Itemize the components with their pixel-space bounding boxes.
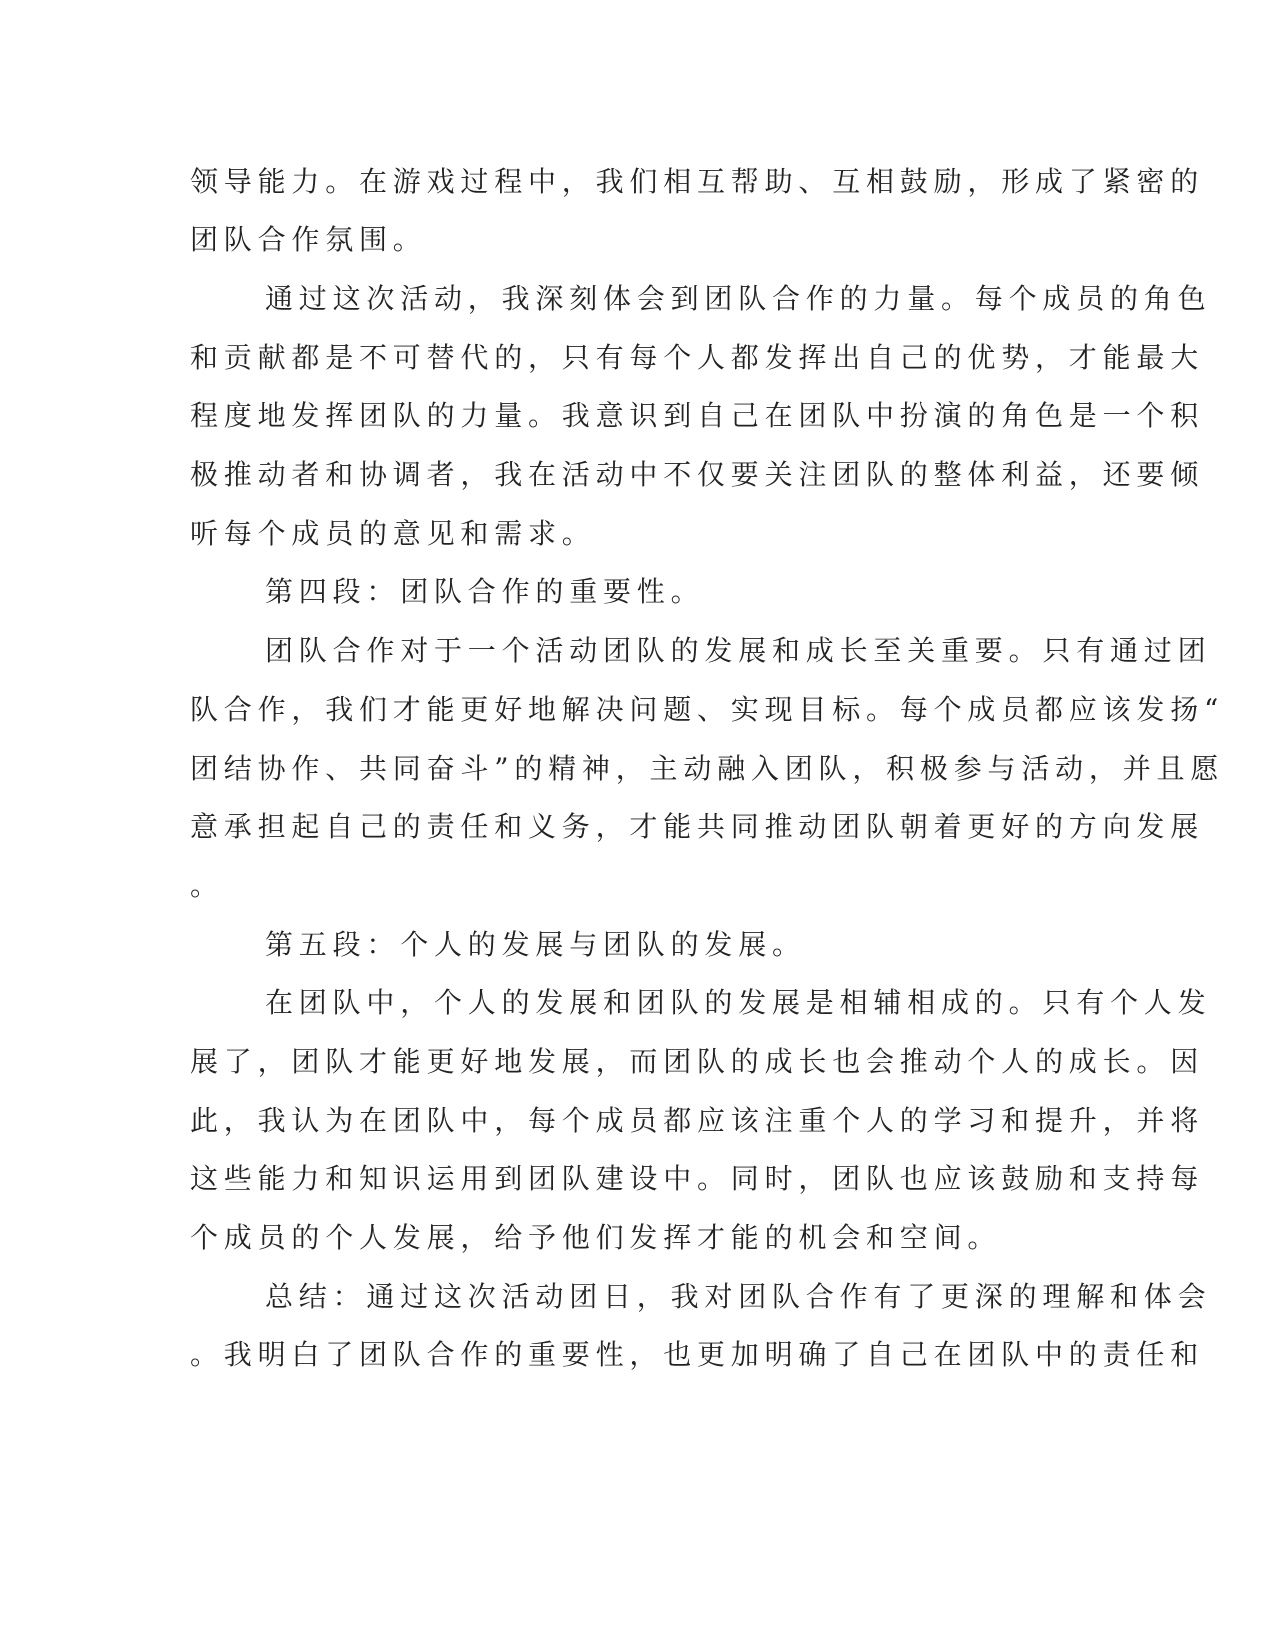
text-line: 这些能力和知识运用到团队建设中。同时，团队也应该鼓励和支持每 (190, 1162, 1205, 1195)
paragraph-first-line: 通过这次活动，我深刻体会到团队合作的力量。每个成员的角色 (265, 282, 1212, 315)
text-line: 。 (190, 869, 224, 902)
text-line: 程度地发挥团队的力量。我意识到自己在团队中扮演的角色是一个积 (190, 399, 1205, 432)
text-line: 展了，团队才能更好地发展，而团队的成长也会推动个人的成长。因 (190, 1045, 1205, 1078)
text-line: 队合作，我们才能更好地解决问题、实现目标。每个成员都应该发扬“ (190, 693, 1225, 726)
text-line: 和贡献都是不可替代的，只有每个人都发挥出自己的优势，才能最大 (190, 341, 1205, 374)
text-line: 极推动者和协调者，我在活动中不仅要关注团队的整体利益，还要倾 (190, 458, 1205, 491)
text-line: 团结协作、共同奋斗”的精神，主动融入团队，积极参与活动，并且愿 (190, 752, 1225, 785)
text-line: 领导能力。在游戏过程中，我们相互帮助、互相鼓励，形成了紧密的 (190, 165, 1205, 198)
text-line: 团队合作氛围。 (190, 223, 427, 256)
section-heading: 第四段：团队合作的重要性。 (265, 575, 705, 608)
paragraph-first-line: 团队合作对于一个活动团队的发展和成长至关重要。只有通过团 (265, 634, 1212, 667)
text-line: 意承担起自己的责任和义务，才能共同推动团队朝着更好的方向发展 (190, 810, 1205, 843)
paragraph-first-line: 在团队中，个人的发展和团队的发展是相辅相成的。只有个人发 (265, 986, 1212, 1019)
paragraph-first-line: 总结：通过这次活动团日，我对团队合作有了更深的理解和体会 (265, 1280, 1212, 1313)
text-line: 。我明白了团队合作的重要性，也更加明确了自己在团队中的责任和 (190, 1338, 1205, 1371)
section-heading: 第五段：个人的发展与团队的发展。 (265, 928, 806, 961)
text-line: 个成员的个人发展，给予他们发挥才能的机会和空间。 (190, 1221, 1002, 1254)
text-line: 听每个成员的意见和需求。 (190, 517, 596, 550)
text-line: 此，我认为在团队中，每个成员都应该注重个人的学习和提升，并将 (190, 1104, 1205, 1137)
